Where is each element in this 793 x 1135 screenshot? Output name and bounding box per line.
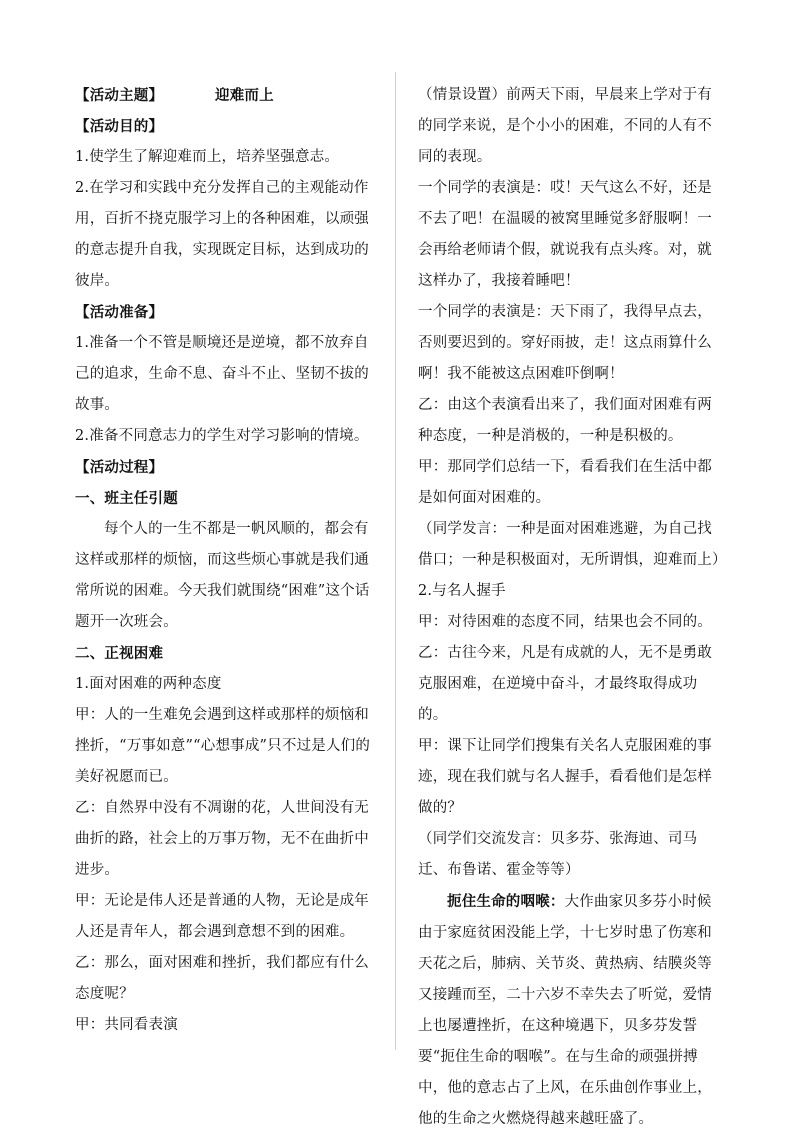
dialog-line: 乙：那么，面对困难和挫折，我们都应有什么态度呢？ bbox=[75, 955, 369, 1002]
dialog-line: 甲：对待困难的态度不同，结果也会不同的。 bbox=[418, 614, 712, 630]
scene-paragraph: （情景设置）前两天下雨，早晨来上学对于有的同学来说，是个小小的困难，不同的人有不同的表现。 bbox=[418, 87, 712, 165]
section-1-heading: 一、班主任引题 bbox=[75, 490, 178, 507]
left-column bbox=[75, 80, 371, 1060]
dialog-line: 甲：课下让同学们搜集有关名人克服困难的事迹，现在我们就与名人握手，看看他们是怎样做的？ bbox=[418, 738, 712, 816]
theme-value: 迎难而上 bbox=[215, 87, 274, 104]
story-title: 扼住生命的咽喉： bbox=[447, 893, 565, 910]
prep-item-1: 1.准备一个不管是顺境还是逆境，都不放弃自己的追求，生命不息、奋斗不止、坚韧不拔的故事。 bbox=[75, 335, 369, 413]
dialog-line: 乙：自然界中没有不凋谢的花，人世间没有无曲折的路，社会上的万事万物，无不在曲折中进步。 bbox=[75, 800, 369, 878]
dialog-line: 甲：那同学们总结一下，看看我们在生活中都是如何面对困难的。 bbox=[418, 459, 712, 506]
dialog-line: 乙：由这个表演看出来了，我们面对困难有两种态度，一种是消极的，一种是积极的。 bbox=[418, 397, 712, 444]
story-paragraph bbox=[418, 886, 720, 1135]
section-1-paragraph: 每个人的一生不都是一帆风顺的，都会有这样或那样的烦恼，而这些烦心事就是我们通常所说的困难。今天我们就围绕“困难”这个话题开一次班会。 bbox=[75, 521, 370, 630]
purpose-item-2: 2.在学习和实践中充分发挥自己的主观能动作用，百折不挠克服学习上的各种困难，以顽强的意志提升自我，实现既定目标，达到成功的彼岸。 bbox=[75, 180, 369, 289]
prep-heading: 【活动准备】 bbox=[75, 304, 164, 321]
dialog-line: 甲：人的一生难免会遇到这样或那样的烦恼和挫折，“万事如意”“心想事成”只不过是人们的美好祝愿而已。 bbox=[75, 707, 371, 785]
student-performance-2: 一个同学的表演是：天下雨了，我得早点去，否则要迟到的。穿好雨披，走！这点雨算什么啊！我不能被这点困难吓倒啊！ bbox=[418, 304, 712, 382]
dialog-line: 甲：无论是伟人还是普通的人物，无论是成年人还是青年人，都会遇到意想不到的困难。 bbox=[75, 893, 369, 940]
process-heading: 【活动过程】 bbox=[75, 459, 164, 476]
dialog-line: 甲：共同看表演 bbox=[75, 1017, 178, 1033]
theme-label: 【活动主题】 bbox=[75, 87, 164, 104]
theme-row bbox=[75, 80, 371, 111]
right-column bbox=[418, 80, 727, 1127]
subsection-2-heading: 2.与名人握手 bbox=[418, 583, 506, 599]
student-speech: （同学发言：一种是面对困难逃避，为自己找借口；一种是积极面对，无所谓惧，迎难而上） bbox=[418, 521, 727, 568]
dialog-line: 乙：古往今来，凡是有成就的人，无不是勇敢克服困难，在逆境中奋斗，才最终取得成功的。 bbox=[418, 645, 712, 723]
story-text: 大作曲家贝多芬小时候由于家庭贫困没能上学，十七岁时患了伤寒和天花之后，肺病、关节炎、黄热病、结膜炎等又接踵而至，二十六岁不幸失去了听觉，爱情上也屡遭挫折，在这种境遇下，贝多芬发誓要“扼住生命的咽喉”。在与生命的顽强拼搏中，他的意志占了上风，在乐曲创作事业上，他的生命之火燃烧得越来越旺盛了。 bbox=[418, 894, 712, 1127]
purpose-item-1: 1.使学生了解迎难而上，培养坚强意志。 bbox=[75, 149, 340, 165]
column-divider bbox=[395, 72, 396, 1050]
section-2-heading: 二、正视困难 bbox=[75, 645, 164, 662]
exchange-paragraph: （同学们交流发言：贝多芬、张海迪、司马迁、布鲁诺、霍金等等） bbox=[418, 831, 698, 878]
student-performance-1: 一个同学的表演是：哎！天气这么不好，还是不去了吧！在温暖的被窝里睡觉多舒服啊！一会再给老师请个假，就说我有点头疼。对，就这样办了，我接着睡吧！ bbox=[418, 180, 712, 289]
purpose-heading: 【活动目的】 bbox=[75, 118, 164, 135]
subsection-1-heading: 1.面对困难的两种态度 bbox=[75, 676, 222, 692]
prep-item-2: 2.准备不同意志力的学生对学习影响的情境。 bbox=[75, 428, 369, 444]
